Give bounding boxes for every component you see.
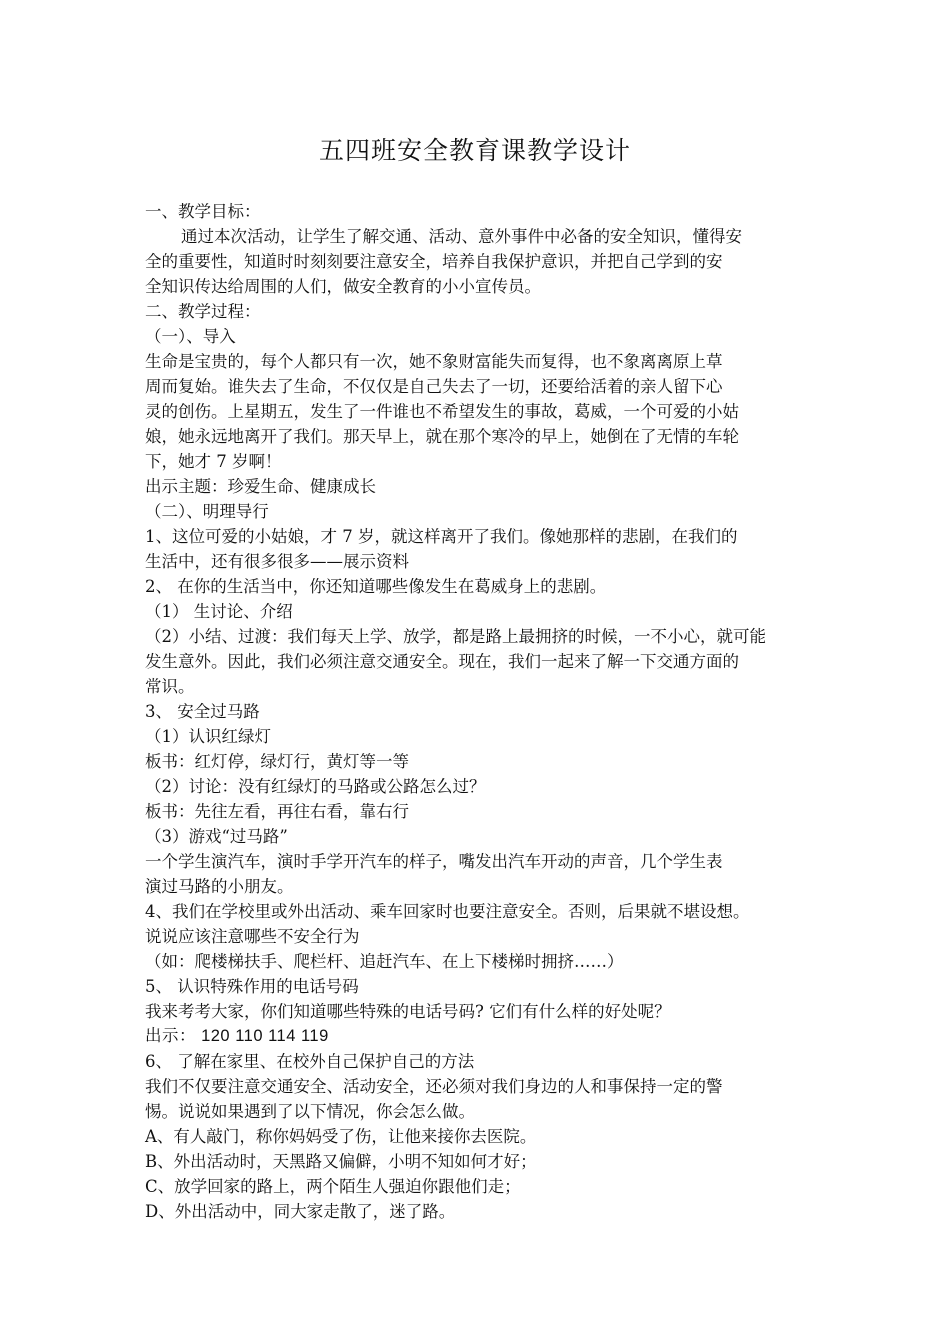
scenario-b: B、外出活动时，天黑路又偏僻，小明不知如何才好； xyxy=(145,1152,537,1171)
paragraph-line: （1）认识红绿灯 xyxy=(145,727,271,746)
section-heading-objectives: 一、教学目标： xyxy=(145,202,261,221)
scenario-c: C、放学回家的路上，两个陌生人强迫你跟他们走； xyxy=(145,1177,521,1196)
paragraph-line: 6、 了解在家里、在校外自己保护自己的方法 xyxy=(145,1052,475,1071)
section-heading-process: 二、教学过程： xyxy=(145,302,261,321)
paragraph-line: 我们不仅要注意交通安全、活动安全，还必须对我们身边的人和事保持一定的警 xyxy=(145,1077,723,1096)
paragraph-line: 下，她才 7 岁啊！ xyxy=(145,452,282,471)
paragraph-line: 发生意外。因此，我们必须注意交通安全。现在，我们一起来了解一下交通方面的 xyxy=(145,652,739,671)
subsection-heading-guidance: （二）、明理导行 xyxy=(145,502,269,521)
paragraph-line: （2）小结、过渡：我们每天上学、放学，都是路上最拥挤的时候，一不小心，就可能 xyxy=(145,627,766,646)
paragraph-line: 说说应该注意哪些不安全行为 xyxy=(145,927,360,946)
paragraph-line: 全的重要性，知道时时刻刻要注意安全，培养自我保护意识，并把自己学到的安 xyxy=(145,252,723,271)
paragraph-line: 全知识传达给周围的人们，做安全教育的小小宣传员。 xyxy=(145,277,541,296)
paragraph-line: 一个学生演汽车，演时手学开汽车的样子，嘴发出汽车开动的声音，几个学生表 xyxy=(145,852,723,871)
paragraph-line: 4、我们在学校里或外出活动、乘车回家时也要注意安全。否则，后果就不堪设想。 xyxy=(145,902,750,921)
paragraph-line: 5、 认识特殊作用的电话号码 xyxy=(145,977,359,996)
paragraph-line: 娘，她永远地离开了我们。那天早上，就在那个寒冷的早上，她倒在了无情的车轮 xyxy=(145,427,739,446)
paragraph-line: （3）游戏“过马路” xyxy=(145,827,288,846)
paragraph-line: 生活中，还有很多很多——展示资料 xyxy=(145,552,409,571)
phone-numbers-line: 出示： 120 110 114 119 xyxy=(145,1027,329,1045)
theme-line: 出示主题：珍爱生命、健康成长 xyxy=(145,477,376,496)
paragraph-line: 2、 在你的生活当中，你还知道哪些像发生在葛威身上的悲剧。 xyxy=(145,577,607,596)
document-title: 五四班安全教育课教学设计 xyxy=(318,136,631,165)
document-body xyxy=(145,199,825,1224)
paragraph-line: 我来考考大家，你们知道哪些特殊的电话号码? 它们有什么样的好处呢？ xyxy=(145,1002,671,1021)
paragraph-line: （1） 生讨论、介绍 xyxy=(145,602,293,621)
paragraph-line: （如：爬楼梯扶手、爬栏杆、追赶汽车、在上下楼梯时拥挤……） xyxy=(145,952,624,971)
subsection-heading-intro: （一）、导入 xyxy=(145,327,236,346)
scenario-a: A、有人敲门，称你妈妈受了伤，让他来接你去医院。 xyxy=(145,1127,537,1146)
paragraph-line: 通过本次活动，让学生了解交通、活动、意外事件中必备的安全知识，懂得安 xyxy=(181,227,742,246)
paragraph-line: 生命是宝贵的，每个人都只有一次，她不象财富能失而复得，也不象离离原上草 xyxy=(145,352,723,371)
paragraph-line: 周而复始。谁失去了生命，不仅仅是自己失去了一切，还要给活着的亲人留下心 xyxy=(145,377,723,396)
paragraph-line: 灵的创伤。上星期五，发生了一件谁也不希望发生的事故，葛威，一个可爱的小姑 xyxy=(145,402,739,421)
paragraph-line: 1、这位可爱的小姑娘，才 7 岁，就这样离开了我们。像她那样的悲剧，在我们的 xyxy=(145,527,738,546)
paragraph-line: （2）讨论：没有红绿灯的马路或公路怎么过？ xyxy=(145,777,486,796)
paragraph-line: 3、 安全过马路 xyxy=(145,702,260,721)
scenario-d: D、外出活动中，同大家走散了，迷了路。 xyxy=(145,1202,456,1221)
paragraph-line: 板书：先往左看，再往右看，靠右行 xyxy=(145,802,409,821)
paragraph-line: 惕。说说如果遇到了以下情况，你会怎么做。 xyxy=(145,1102,475,1121)
paragraph-line: 板书：红灯停，绿灯行，黄灯等一等 xyxy=(145,752,409,771)
paragraph-line: 常识。 xyxy=(145,677,195,696)
paragraph-line: 演过马路的小朋友。 xyxy=(145,877,294,896)
